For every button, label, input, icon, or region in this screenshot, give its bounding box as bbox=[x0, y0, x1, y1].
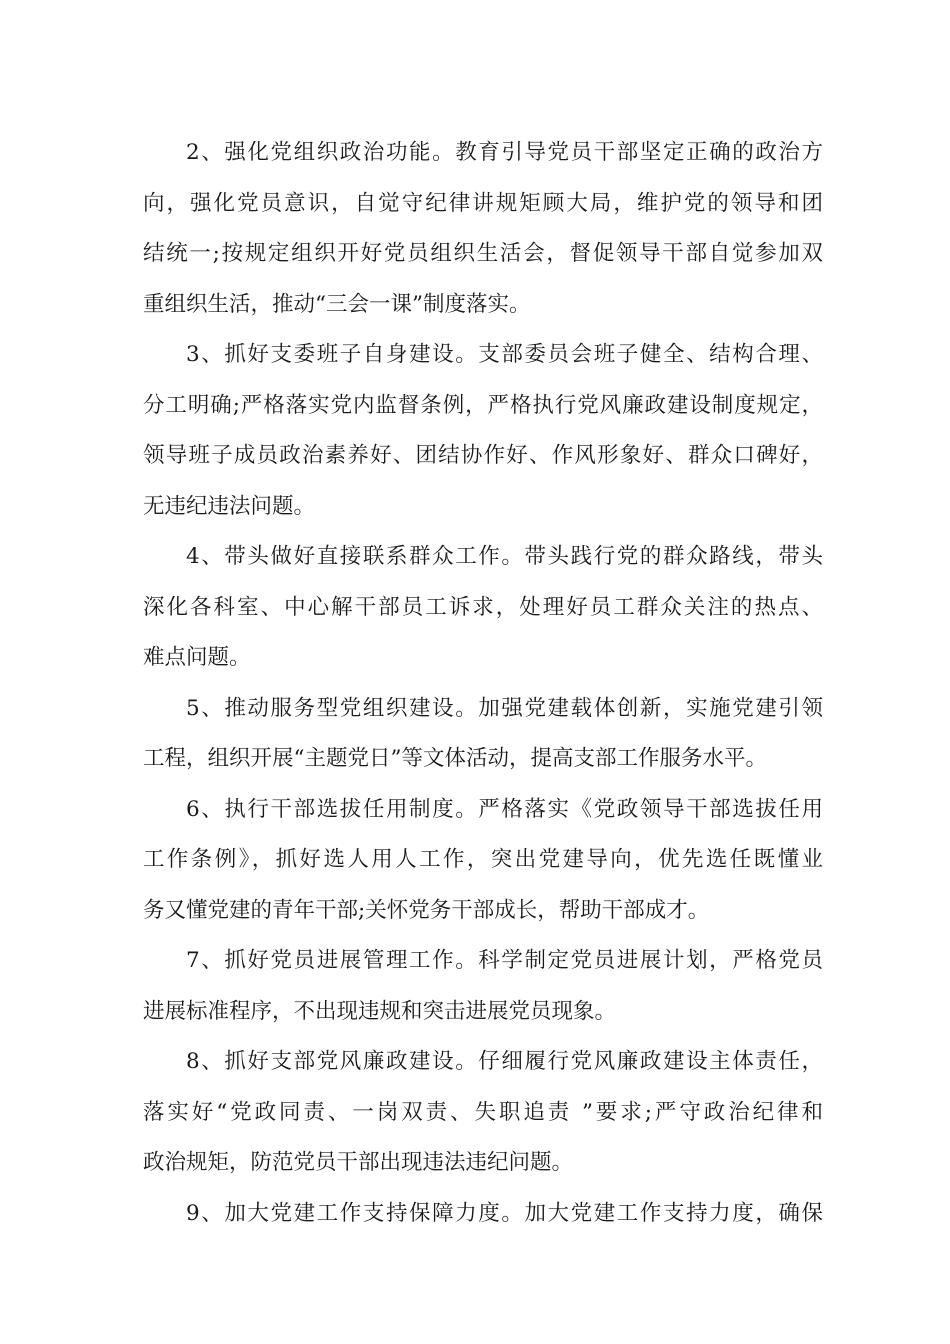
text-line: 7、抓好党员进展管理工作。科学制定党员进展计划，严格党员 bbox=[186, 948, 823, 973]
text-line: 难点问题。 bbox=[143, 645, 251, 670]
paragraph-item-5 bbox=[143, 684, 823, 785]
text-line: 6、执行干部选拔任用制度。严格落实《党政领导干部选拔任用 bbox=[186, 796, 823, 822]
text-line: 分工明确;严格落实党内监督条例，严格执行党风廉政建设制度规定， bbox=[143, 392, 823, 418]
text-line: 工作条例》，抓好选人用人工作，突出党建导向，优先选任既懂业 bbox=[143, 847, 823, 872]
paragraph-item-9 bbox=[143, 1189, 823, 1240]
text-line: 4、带头做好直接联系群众工作。带头践行党的群众路线，带头 bbox=[186, 544, 823, 569]
paragraph-item-6 bbox=[143, 785, 823, 937]
text-line: 无违纪违法问题。 bbox=[143, 493, 316, 519]
text-line: 9、加大党建工作支持保障力度。加大党建工作支持力度，确保 bbox=[186, 1200, 823, 1226]
text-line: 3、抓好支委班子自身建设。支部委员会班子健全、结构合理、 bbox=[186, 342, 823, 367]
paragraph-item-8 bbox=[143, 1037, 823, 1189]
text-line: 5、推动服务型党组织建设。加强党建载体创新，实施党建引领 bbox=[186, 695, 823, 721]
text-line: 8、抓好支部党风廉政建设。仔细履行党风廉政建设主体责任， bbox=[186, 1049, 823, 1074]
text-line: 领导班子成员政治素养好、团结协作好、作风形象好、群众口碑好， bbox=[143, 443, 823, 468]
text-line: 深化各科室、中心解干部员工诉求，处理好员工群众关注的热点、 bbox=[143, 594, 823, 620]
text-line: 向，强化党员意识，自觉守纪律讲规矩顾大局，维护党的领导和团 bbox=[143, 190, 823, 216]
text-line: 进展标准程序，不出现违规和突击进展党员现象。 bbox=[143, 998, 617, 1024]
paragraph-item-2 bbox=[143, 128, 823, 330]
text-line: 政治规矩，防范党员干部出现违法违纪问题。 bbox=[143, 1150, 574, 1175]
paragraph-item-3 bbox=[143, 330, 823, 532]
text-line: 落实好“党政同责、一岗双责、失职追责 ”要求;严守政治纪律和 bbox=[143, 1099, 823, 1125]
text-line: 重组织生活，推动“三会一课”制度落实。 bbox=[143, 291, 531, 317]
paragraph-item-7 bbox=[143, 936, 823, 1037]
document-body bbox=[143, 128, 823, 1239]
text-line: 务又懂党建的青年干部;关怀党务干部成长，帮助干部成才。 bbox=[143, 897, 710, 923]
paragraph-item-4 bbox=[143, 532, 823, 684]
text-line: 2、强化党组织政治功能。教育引导党员干部坚定正确的政治方 bbox=[186, 140, 823, 165]
text-line: 工程，组织开展“主题党日”等文体活动，提高支部工作服务水平。 bbox=[143, 746, 767, 771]
text-line: 结统一;按规定组织开好党员组织生活会，督促领导干部自觉参加双 bbox=[143, 241, 823, 266]
